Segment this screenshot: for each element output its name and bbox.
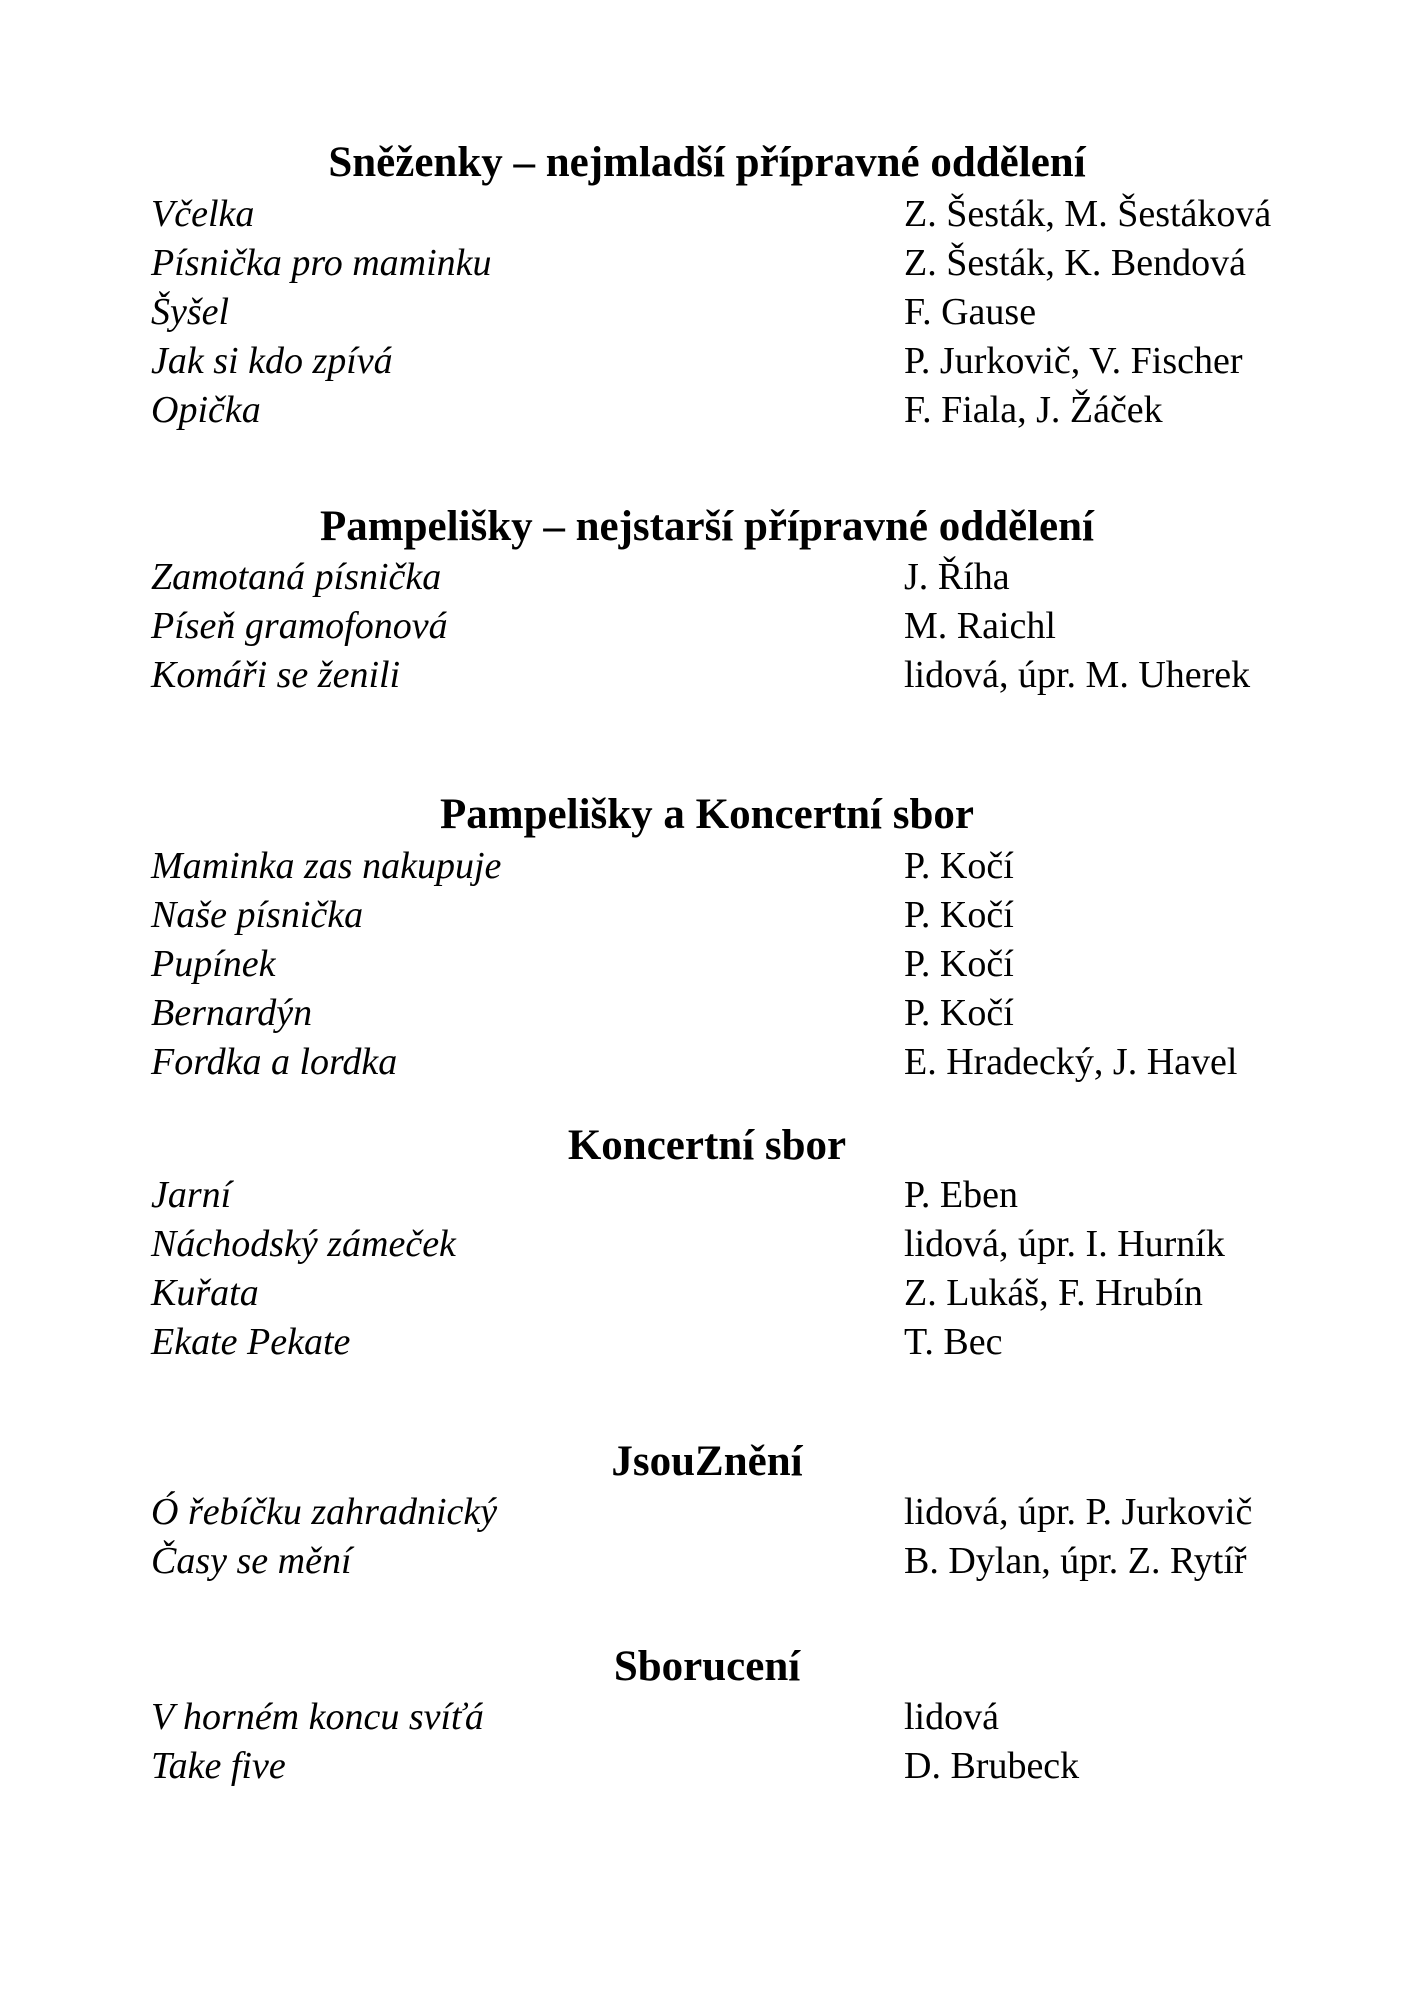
song-author: Z. Lukáš, F. Hrubín — [904, 1272, 1203, 1314]
program-item — [0, 1537, 1414, 1586]
song-author: P. Kočí — [904, 992, 1014, 1034]
section-heading: Sněženky – nejmladší přípravné oddělení — [328, 139, 1086, 186]
song-author: lidová, úpr. M. Uherek — [904, 654, 1251, 696]
program-item — [0, 386, 1414, 435]
program-item — [0, 1318, 1414, 1367]
song-title: Kuřata — [151, 1272, 259, 1314]
song-author: B. Dylan, úpr. Z. Rytíř — [904, 1540, 1247, 1582]
program-item — [0, 842, 1414, 891]
program-item — [0, 288, 1414, 337]
song-author: P. Kočí — [904, 943, 1014, 985]
section-heading: Pampelišky – nejstarší přípravné oddělení — [319, 503, 1095, 550]
song-author: F. Gause — [904, 291, 1037, 333]
program-item — [0, 1220, 1414, 1269]
song-title: Jarní — [151, 1174, 232, 1216]
program-item — [0, 891, 1414, 940]
song-title: V horném koncu svíťá — [151, 1696, 484, 1738]
song-title: Opička — [151, 389, 261, 431]
program-item — [0, 1742, 1414, 1791]
song-author: lidová, úpr. P. Jurkovič — [904, 1491, 1253, 1533]
song-title: Zamotaná písnička — [151, 556, 442, 598]
program-item — [0, 239, 1414, 288]
song-title: Ekate Pekate — [151, 1321, 351, 1363]
section-heading: Pampelišky a Koncertní sbor — [440, 791, 974, 838]
song-author: M. Raichl — [904, 605, 1056, 647]
song-author: D. Brubeck — [904, 1745, 1080, 1787]
song-title: Náchodský zámeček — [151, 1223, 456, 1265]
section-heading: JsouZnění — [611, 1438, 803, 1485]
program-item — [0, 940, 1414, 989]
program-item — [0, 651, 1414, 700]
song-title: Píseň gramofonová — [151, 605, 448, 647]
song-author: lidová, úpr. I. Hurník — [904, 1223, 1225, 1265]
section-heading: Sborucení — [613, 1643, 801, 1690]
song-author: J. Říha — [904, 556, 1010, 598]
program-item — [0, 1488, 1414, 1537]
song-author: E. Hradecký, J. Havel — [904, 1041, 1238, 1083]
song-title: Ó řebíčku zahradnický — [151, 1491, 498, 1533]
song-title: Písnička pro maminku — [151, 242, 492, 284]
song-author: F. Fiala, J. Žáček — [904, 389, 1163, 431]
song-title: Časy se mění — [151, 1540, 352, 1582]
program-item — [0, 1038, 1414, 1087]
song-author: Z. Šesták, K. Bendová — [904, 242, 1246, 284]
program-item — [0, 553, 1414, 602]
program-item — [0, 1171, 1414, 1220]
song-title: Včelka — [151, 193, 255, 235]
program-item — [0, 190, 1414, 239]
song-title: Jak si kdo zpívá — [151, 340, 393, 382]
section-heading: Koncertní sbor — [567, 1122, 847, 1169]
song-title: Šyšel — [151, 291, 230, 333]
song-title: Fordka a lordka — [151, 1041, 398, 1083]
program-item — [0, 1693, 1414, 1742]
song-title: Komáři se ženili — [151, 654, 401, 696]
program-item — [0, 602, 1414, 651]
song-title: Naše písnička — [151, 894, 364, 936]
song-title: Pupínek — [151, 943, 276, 985]
song-author: T. Bec — [904, 1321, 1003, 1363]
song-author: lidová — [904, 1696, 999, 1738]
program-item — [0, 1269, 1414, 1318]
program-item — [0, 337, 1414, 386]
song-author: P. Jurkovič, V. Fischer — [904, 340, 1243, 382]
program-item — [0, 989, 1414, 1038]
song-title: Take five — [151, 1745, 286, 1787]
song-title: Bernardýn — [151, 992, 313, 1034]
song-author: P. Eben — [904, 1174, 1018, 1216]
song-author: Z. Šesták, M. Šestáková — [904, 193, 1272, 235]
song-author: P. Kočí — [904, 894, 1014, 936]
song-author: P. Kočí — [904, 845, 1014, 887]
song-title: Maminka zas nakupuje — [151, 845, 502, 887]
